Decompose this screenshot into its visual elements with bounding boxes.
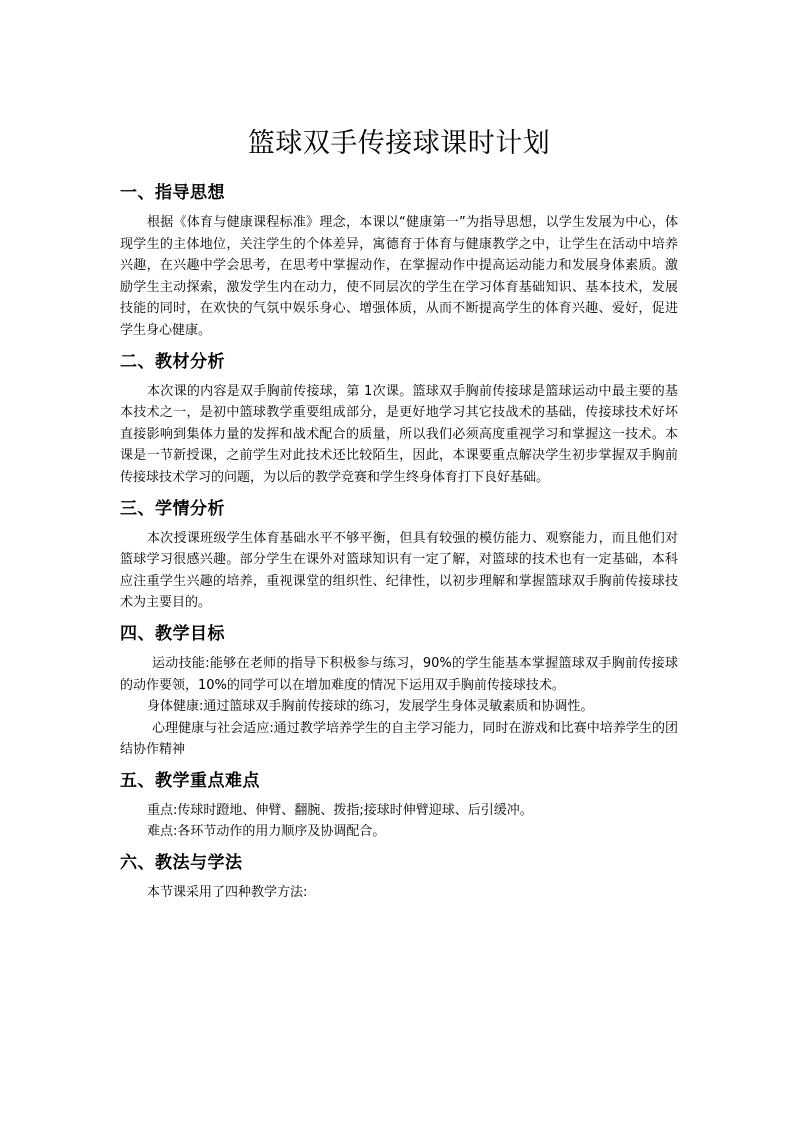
section-paragraph: 本节课采用了四种教学方法: bbox=[147, 885, 308, 901]
section-teaching-methods bbox=[120, 852, 678, 904]
section-heading: 四、教学目标 bbox=[120, 623, 225, 644]
objective-mental-health: 心理健康与社会适应:通过教学培养学生的自主学习能力，同时在游戏和比赛中培养学生的团结协作精神 bbox=[120, 720, 678, 758]
section-paragraph: 根据《体育与健康课程标准》理念，本课以“健康第一”为指导思想，以学生发展为中心，体现学生的主体地位，关注学生的个体差异，寓德育于体育与健康教学之中，让学生在活动中培养兴趣，在兴趣中学会思考，在思考中掌握动作，在掌握动作中提高运动能力和发展身体素质。激励学生主动探索，激发学生内在动力，使不同层次的学生在学习体育基础知识、基本技术，发展技能的同时，在欢快的气氛中娱乐身心、增强体质，从而不断提高学生的体育兴趣、爱好，促进学生身心健康。 bbox=[120, 215, 678, 338]
objective-motor-skills: 运动技能:能够在老师的指导下积极参与练习，90%的学生能基本掌握篮球双手胸前传接球的动作要领，10%的同学可以在增加难度的情况下运用双手胸前传接球技术。 bbox=[120, 655, 678, 693]
document-title: 篮球双手传接球课时计划 bbox=[247, 128, 551, 159]
section-heading: 五、教学重点难点 bbox=[120, 770, 260, 791]
section-teaching-objectives bbox=[120, 623, 678, 761]
section-guiding-ideology bbox=[120, 182, 678, 342]
section-heading: 二、教材分析 bbox=[120, 351, 225, 372]
difficult-point: 难点:各环节动作的用力顺序及协调配合。 bbox=[147, 824, 386, 840]
section-material-analysis bbox=[120, 351, 678, 489]
key-point: 重点:传球时蹬地、伸臂、翻腕、拨指;接球时伸臂迎球、后引缓冲。 bbox=[147, 802, 533, 818]
section-student-analysis bbox=[120, 498, 678, 614]
section-heading: 六、教法与学法 bbox=[120, 853, 243, 874]
section-paragraph: 本次课的内容是双手胸前传接球，第 1次课。篮球双手胸前传接球是篮球运动中最主要的基本技术之一，是初中篮球教学重要组成部分，是更好地学习其它技战术的基础，传接球技术好坏直接影响到集体力量的发挥和战术配合的质量，所以我们必须高度重视学习和掌握这一技术。本课是一节新授课，之前学生对此技术还比较陌生，因此，本课要重点解决学生初步掌握双手胸前传接球技术学习的问题，为以后的教学竞赛和学生终身体育打下良好基础。 bbox=[120, 383, 678, 485]
section-heading: 三、学情分析 bbox=[120, 498, 225, 519]
section-paragraph: 本次授课班级学生体育基础水平不够平衡，但具有较强的模仿能力、观察能力，而且他们对篮球学习很感兴趣。部分学生在课外对篮球知识有一定了解，对篮球的技术也有一定基础，本科应注重学生兴趣的培养，重视课堂的组织性、纪律性，以初步理解和掌握篮球双手胸前传接球技术为主要目的。 bbox=[120, 530, 678, 611]
objective-physical-health: 身体健康:通过篮球双手胸前传接球的练习，发展学生身体灵敏素质和协调性。 bbox=[147, 699, 594, 715]
section-heading: 一、指导思想 bbox=[120, 183, 225, 203]
section-key-points bbox=[120, 770, 678, 843]
